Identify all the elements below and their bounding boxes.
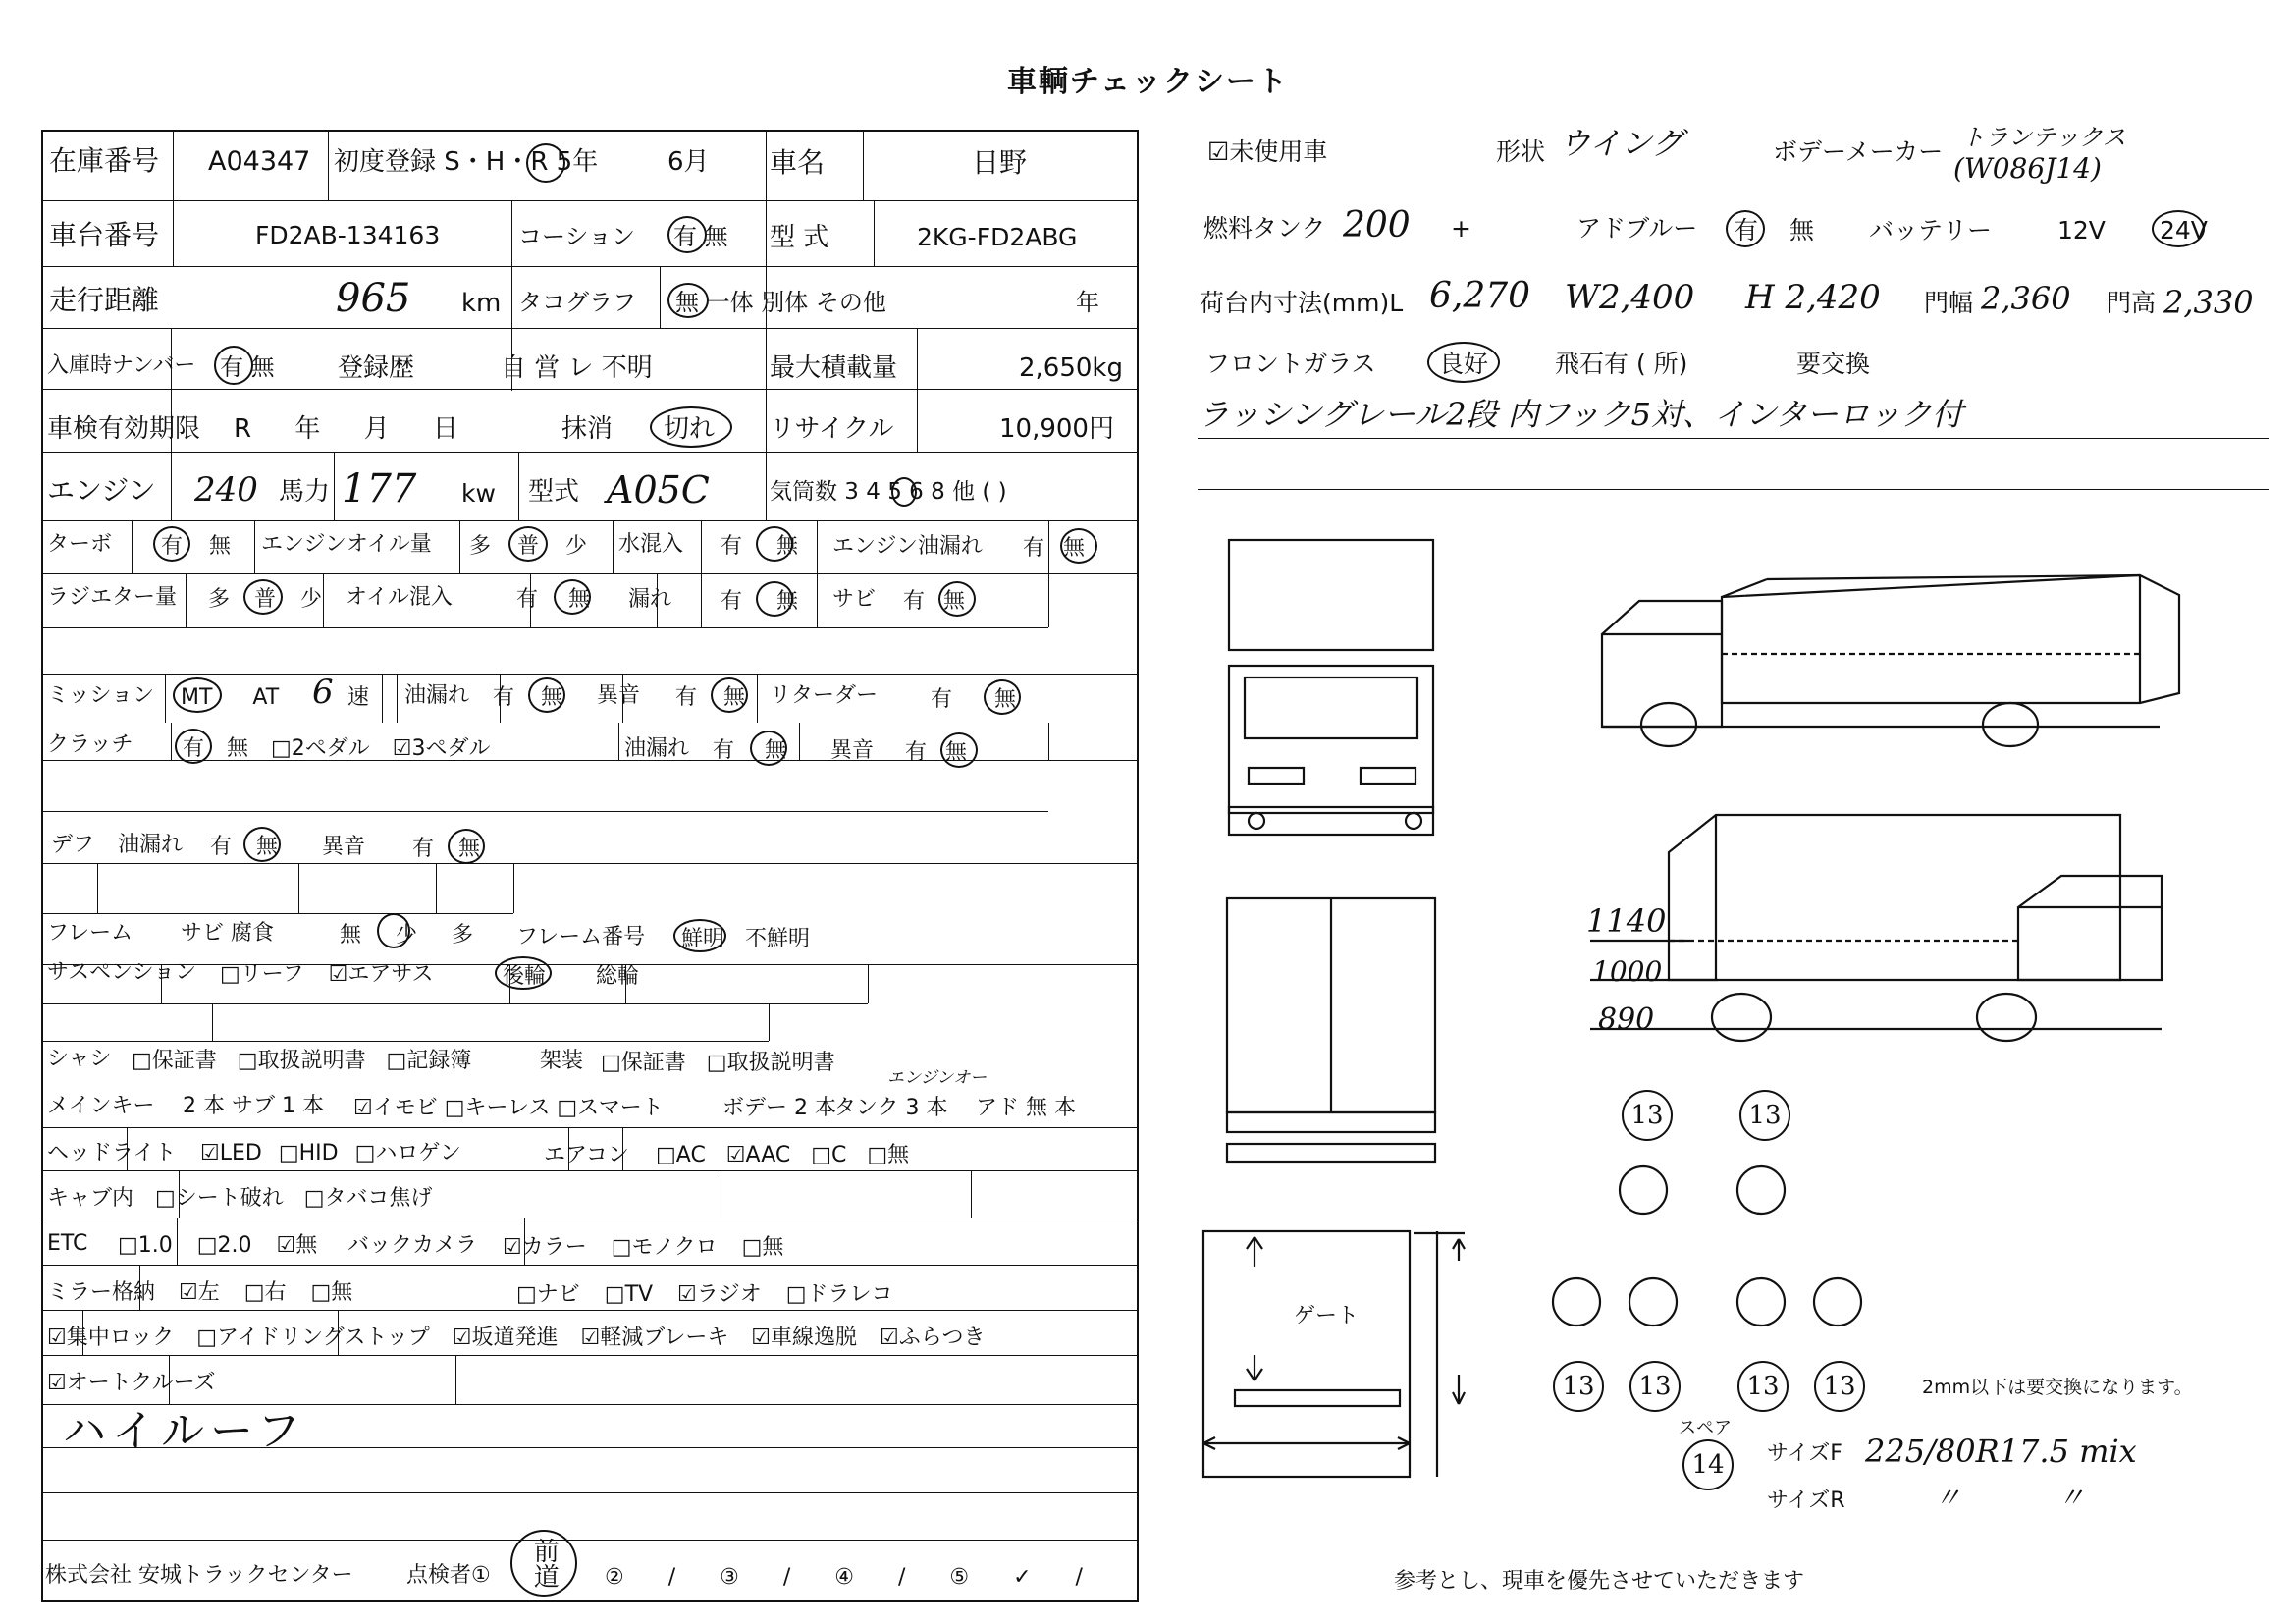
dim-h: H 2,420	[1745, 278, 1881, 317]
engine-leak-opt: 有 無	[1023, 536, 1085, 561]
front-view-roof	[1229, 540, 1433, 650]
recycle-label: リサイクル	[770, 414, 894, 444]
spare-label: スペア	[1679, 1418, 1732, 1438]
cab-label: キャブ内	[47, 1186, 134, 1211]
mission-oil-label: 油漏れ	[404, 683, 470, 708]
tire-rear-3: 13	[1737, 1361, 1789, 1412]
unused-check: ☑未使用車	[1207, 137, 1328, 166]
inspector-label: 点検者①	[406, 1563, 491, 1588]
water-opt: 有 無	[721, 534, 798, 559]
bodymaker-code: (W086J14)	[1953, 152, 2102, 185]
clutch-oil-label: 油漏れ	[624, 736, 690, 761]
tire-rear-2: 13	[1629, 1361, 1681, 1412]
dim-label: 荷台内寸法(mm)L	[1200, 289, 1404, 317]
body-docs-opt: □保証書 □取扱説明書	[601, 1051, 835, 1075]
stone-label: 飛石有 ( 所)	[1555, 350, 1688, 378]
mileage-label: 走行距離	[49, 284, 160, 316]
body-note: ラッシングレール2段 内フック5対、インターロック付	[1198, 396, 1964, 433]
body-key: ボデー 2 本	[722, 1096, 836, 1120]
make: 日野	[972, 146, 1028, 179]
diff-noise-label: 異音	[322, 835, 366, 859]
frame-rust-label: サビ 腐食	[181, 921, 274, 946]
oil-amount-label: エンジンオイル量	[261, 532, 432, 557]
tank-key: タンク 3 本	[834, 1096, 948, 1120]
shape-label: 形状	[1496, 137, 1546, 166]
chassis-no: FD2AB-134163	[255, 221, 441, 249]
hp: 240	[194, 470, 258, 510]
height-1140: 1140	[1586, 902, 1667, 940]
size-f: 225/80R17.5 mix	[1865, 1433, 2137, 1470]
adblue-label: アドブルー	[1576, 214, 1698, 243]
battery-label: バッテリー	[1869, 216, 1993, 244]
taco-opt: 無 一体 別体 その他	[675, 289, 886, 316]
tire-rear-1: 13	[1553, 1361, 1604, 1412]
cab-opt: □シート破れ □タバコ焦げ	[155, 1186, 433, 1211]
headlight-opt: ☑LED □HID □ハロゲン	[200, 1141, 461, 1165]
oil-amount-opt: 多 普 少	[469, 534, 587, 559]
speed-label: 速	[347, 685, 370, 710]
kw: 177	[342, 466, 417, 512]
stock-label: 在庫番号	[49, 144, 160, 177]
rust-label: サビ	[832, 587, 877, 612]
disclaimer: 参考とし、現車を優先させていただきます	[1394, 1569, 1805, 1594]
suspension-pos: 後輪 総輪	[503, 964, 639, 989]
memo: ハイルーフ	[63, 1406, 306, 1456]
cancel: 抹消	[561, 414, 614, 444]
tire-note: 2mm以下は要交換になります。	[1922, 1377, 2193, 1398]
diff-oil-opt: 有 無	[210, 835, 278, 859]
turbo-opt: 有 無	[161, 534, 231, 559]
mission-oil-opt: 有 無	[493, 685, 562, 710]
chassis-label: 車台番号	[49, 219, 160, 251]
oil-mix-label: オイル混入	[346, 585, 453, 610]
aircon-label: エアコン	[544, 1143, 629, 1167]
etype: A05C	[607, 468, 710, 512]
battery-12v: 12V	[2057, 216, 2106, 244]
tire-spare: 14	[1682, 1439, 1734, 1490]
frame-rust-opt: 無 少 多	[340, 923, 473, 947]
maxload: 2,650kg	[1019, 353, 1123, 383]
size-r-label: サイズR	[1767, 1489, 1845, 1513]
reg-label: 登録歴	[338, 353, 415, 383]
fuel-label: 燃料タンク	[1203, 214, 1326, 243]
door-w-label: 門幅	[1924, 289, 1974, 317]
first-reg-month: 6月	[667, 147, 710, 177]
cancel-opt: 切れ	[664, 414, 716, 444]
dim-w: W2,400	[1565, 278, 1695, 317]
chassis-docs-label: シャシ	[47, 1047, 112, 1071]
make-label: 車名	[770, 146, 826, 179]
reg-opt: 自 営 レ 不明	[501, 353, 653, 383]
inspectors-others: ② / ③ / ④ / ⑤ ✓ /	[605, 1565, 1083, 1590]
hp-label: 馬力	[279, 477, 331, 507]
fuel-value: 200	[1343, 205, 1411, 245]
tire-rear-4: 13	[1814, 1361, 1865, 1412]
battery-24v: 24V	[2160, 216, 2208, 244]
retarder-opt: 有 無	[931, 687, 1016, 712]
size-r: 〃 〃	[1934, 1482, 2085, 1514]
fuel-plus: +	[1451, 214, 1471, 243]
gate-label: ゲート	[1294, 1304, 1360, 1328]
kw-label: kw	[461, 479, 496, 508]
adblue-opt: 有 無	[1734, 216, 1814, 244]
body-docs-label: 架装	[540, 1049, 584, 1073]
inspect: R 年 月 日	[234, 414, 458, 444]
mileage-unit: km	[461, 289, 502, 318]
glass-label: フロントガラス	[1205, 350, 1376, 378]
height-890: 890	[1598, 1002, 1655, 1037]
camera-opt: ☑カラー □モノクロ □無	[503, 1235, 784, 1260]
door-w: 2,360	[1981, 280, 2071, 317]
door-h-label: 門高	[2107, 289, 2157, 317]
mirror-label: ミラー格納	[47, 1280, 156, 1305]
main-key-label: メインキー	[47, 1094, 155, 1118]
page-title: 車輌チェックシート	[1006, 65, 1290, 99]
tire-front-left: 13	[1622, 1090, 1673, 1141]
maxload-label: 最大積載量	[770, 353, 898, 383]
clutch-oil-opt: 有 無	[713, 738, 786, 763]
camera-label: バックカメラ	[347, 1233, 478, 1258]
plate-label: 入庫時ナンバー	[47, 353, 196, 378]
key-opt: ☑イモビ □キーレス □スマート	[353, 1096, 664, 1120]
door-h: 2,330	[2163, 284, 2254, 321]
clutch-noise-opt: 有 無	[905, 740, 967, 765]
model-label: 型 式	[770, 223, 829, 252]
leak-opt: 有 無	[721, 589, 798, 614]
diff-noise-opt: 有 無	[412, 837, 480, 861]
size-f-label: サイズF	[1767, 1441, 1842, 1466]
bodymaker-label: ボデーメーカー	[1773, 137, 1944, 166]
suspension-label: サスペンション	[47, 960, 197, 985]
frame-no-label: フレーム番号	[516, 925, 646, 949]
etc-opt: □1.0 □2.0 ☑無	[118, 1233, 318, 1258]
company: 株式会社 安城トラックセンター	[45, 1563, 353, 1588]
chassis-docs-opt: □保証書 □取扱説明書 □記録簿	[132, 1049, 472, 1073]
etc-label: ETC	[47, 1231, 88, 1256]
aircon-opt: □AC ☑AAC □C □無	[656, 1143, 910, 1167]
mission-noise-label: 異音	[597, 683, 641, 708]
coating-opt: 有 無	[673, 223, 728, 250]
engine-label: エンジン	[47, 474, 156, 507]
headlight-label: ヘッドライト	[47, 1141, 177, 1165]
model: 2KG-FD2ABG	[917, 223, 1078, 251]
radiator-opt: 多 普 少	[208, 587, 322, 612]
diff-label: デフ	[51, 833, 95, 857]
radiator-label: ラジエター量	[47, 585, 178, 610]
taco-label: タコグラフ	[518, 289, 636, 316]
truck-side-body	[1722, 575, 2179, 703]
mission-opt: MT AT	[181, 685, 280, 710]
recycle: 10,900円	[999, 414, 1114, 444]
clutch-opt: 有 無 □2ペダル ☑3ペダル	[183, 736, 491, 761]
vehicle-diagrams	[1139, 511, 2296, 1492]
inspect-label: 車検有効期限	[47, 414, 201, 444]
replace-label: 要交換	[1796, 350, 1871, 378]
plate-opt: 有 無	[220, 353, 275, 381]
frame-no-opt: 鮮明 不鮮明	[681, 927, 810, 951]
suspension-opt: □リーフ ☑エアサス	[220, 962, 434, 987]
rust-opt: 有 無	[903, 589, 965, 614]
taco-year: 年	[1076, 289, 1099, 316]
tire-front-right: 13	[1739, 1090, 1790, 1141]
stock-no: A04347	[208, 146, 311, 177]
glass-opt: 良好	[1439, 350, 1489, 378]
oil-mix-opt: 有 無	[516, 587, 590, 612]
clutch-label: クラッチ	[47, 732, 133, 757]
clutch-noise-label: 異音	[830, 738, 875, 763]
bodymaker: トランテックス	[1961, 124, 2126, 151]
reiwa-circle	[526, 143, 565, 183]
height-1000: 1000	[1592, 955, 1663, 988]
coating-label: コーション	[518, 223, 636, 250]
etype-label: 型式	[528, 477, 580, 507]
inspector-stamp: 前道	[510, 1530, 577, 1597]
water-label: 水混入	[618, 532, 684, 557]
safety-opt: ☑集中ロック □アイドリングストップ ☑坂道発進 ☑軽減ブレーキ ☑車線逸脱 ☑ふらつき	[47, 1326, 986, 1350]
dim-l: 6,270	[1429, 276, 1531, 316]
speed-value: 6	[312, 673, 334, 712]
mileage: 965	[336, 276, 411, 321]
mission-noise-opt: 有 無	[675, 685, 745, 710]
leak-label: 漏れ	[628, 587, 672, 612]
frame-label: フレーム	[47, 921, 133, 946]
ad-key: アド 無 本	[976, 1096, 1076, 1120]
diff-oil-label: 油漏れ	[118, 833, 184, 857]
shape: ウイング	[1559, 125, 1683, 162]
main-key-value: 2 本 サブ 1 本	[183, 1094, 324, 1118]
cruise-opt: ☑オートクルーズ	[47, 1371, 216, 1395]
first-reg: 初度登録 S・H・R 5年	[334, 147, 599, 177]
mission-label: ミッション	[47, 683, 155, 708]
turbo-label: ターボ	[47, 532, 113, 557]
cylinders: 気筒数 3 4 5 6 8 他 ( )	[770, 479, 1007, 505]
retarder-label: リターダー	[770, 683, 879, 708]
key-note: エンジンオー	[887, 1068, 988, 1088]
mirror-opt: ☑左 □右 □無	[179, 1280, 353, 1305]
nav-opt: □ナビ □TV ☑ラジオ □ドラレコ	[516, 1282, 893, 1307]
engine-leak-label: エンジン油漏れ	[832, 534, 983, 559]
